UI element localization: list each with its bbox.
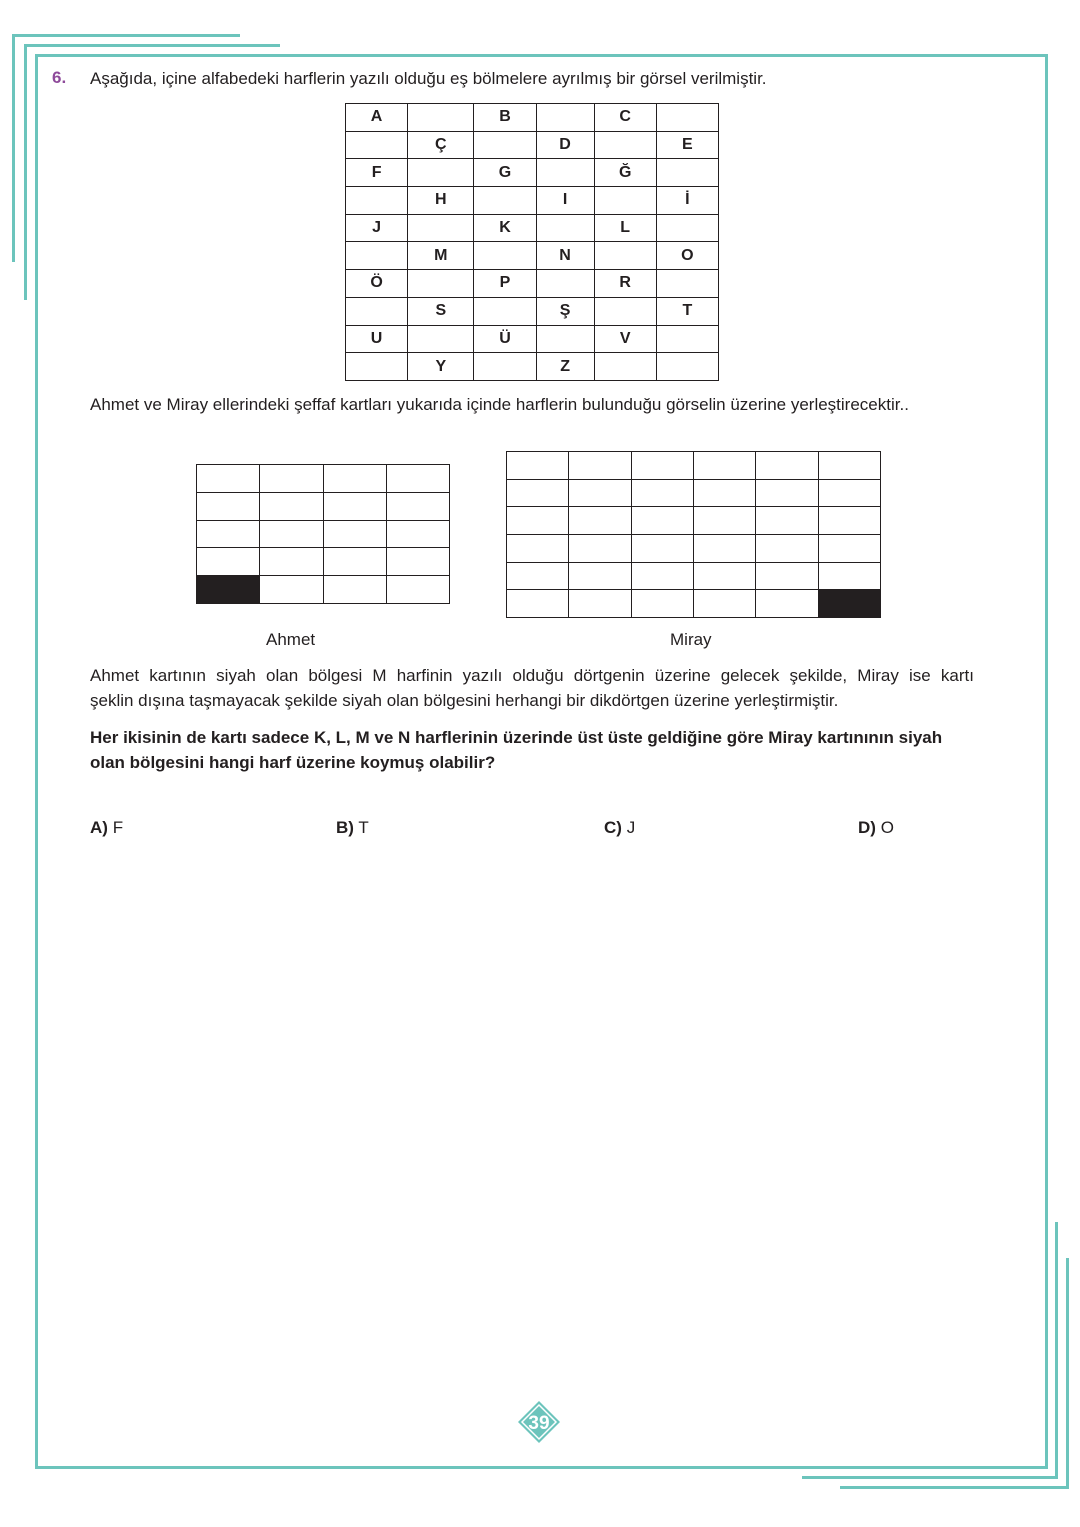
ahmet-card-row [197, 465, 450, 493]
miray-card-row [507, 590, 881, 618]
miray-card [506, 451, 881, 618]
miray-card-cell [631, 452, 693, 480]
miray-card-cell [507, 562, 569, 590]
frame-line [1066, 1258, 1069, 1488]
grid-cell: V [594, 325, 656, 353]
grid-cell [474, 297, 536, 325]
miray-card-cell [818, 507, 880, 535]
grid-cell [594, 187, 656, 215]
miray-card-cell [693, 507, 755, 535]
grid-cell: G [474, 159, 536, 187]
ahmet-card-cell [197, 492, 260, 520]
miray-card-cell [631, 590, 693, 618]
grid-cell: Ö [346, 270, 408, 298]
grid-cell: K [474, 214, 536, 242]
frame-line [12, 34, 15, 262]
grid-cell: J [346, 214, 408, 242]
option-b[interactable]: B) T [336, 818, 369, 837]
grid-cell: U [346, 325, 408, 353]
grid-cell: Ş [536, 297, 594, 325]
question-intro: Aşağıda, içine alfabedeki harflerin yazılı olduğu eş bölmelere ayrılmış bir görsel verilmiştir. [90, 69, 767, 88]
grid-cell [656, 353, 718, 381]
option-c[interactable]: C) J [604, 818, 636, 837]
grid-row [346, 325, 719, 353]
miray-card-cell [507, 507, 569, 535]
miray-card-cell [693, 534, 755, 562]
question-number: 6. [52, 68, 67, 87]
ahmet-card-row [197, 576, 450, 604]
grid-row [346, 353, 719, 381]
grid-cell: F [346, 159, 408, 187]
grid-row [346, 187, 719, 215]
miray-card-cell [631, 507, 693, 535]
grid-cell: P [474, 270, 536, 298]
grid-cell [408, 270, 474, 298]
ahmet-card-black-cell [197, 576, 260, 604]
miray-card-cell [569, 534, 631, 562]
miray-card-cell [507, 479, 569, 507]
grid-cell [346, 131, 408, 159]
grid-cell: I [536, 187, 594, 215]
miray-card-cell [818, 452, 880, 480]
miray-card-cell [569, 479, 631, 507]
ahmet-card-row [197, 548, 450, 576]
miray-card-cell [507, 534, 569, 562]
ahmet-card-cell [323, 576, 386, 604]
grid-cell [656, 325, 718, 353]
grid-cell [656, 104, 718, 132]
grid-row [346, 214, 719, 242]
grid-cell [408, 214, 474, 242]
miray-card-cell [569, 507, 631, 535]
grid-row [346, 104, 719, 132]
miray-card-cell [756, 507, 818, 535]
miray-card-row [507, 479, 881, 507]
ahmet-card-cell [386, 548, 449, 576]
miray-card-row [507, 534, 881, 562]
ahmet-card-cell [386, 520, 449, 548]
ahmet-card-cell [260, 576, 323, 604]
letter-grid [345, 103, 719, 381]
grid-cell [346, 353, 408, 381]
option-a[interactable]: A) F [90, 818, 124, 837]
grid-cell: Ğ [594, 159, 656, 187]
miray-card-cell [631, 534, 693, 562]
grid-row [346, 270, 719, 298]
frame-line [12, 34, 240, 37]
grid-row [346, 159, 719, 187]
grid-cell [594, 353, 656, 381]
grid-cell: E [656, 131, 718, 159]
grid-cell [536, 214, 594, 242]
grid-cell [346, 297, 408, 325]
miray-card-row [507, 452, 881, 480]
grid-cell [474, 131, 536, 159]
ahmet-card-cell [323, 492, 386, 520]
grid-cell [656, 159, 718, 187]
grid-cell: İ [656, 187, 718, 215]
ahmet-card-cell [386, 576, 449, 604]
page-number: 39 [528, 1413, 550, 1434]
miray-card-row [507, 562, 881, 590]
card-text: Ahmet ve Miray ellerindeki şeffaf kartları yukarıda içinde harflerin bulunduğu görselin üzerine yerleştirecektir.. [90, 395, 909, 414]
miray-card-cell [756, 534, 818, 562]
miray-card-black-cell [818, 590, 880, 618]
grid-cell [594, 297, 656, 325]
grid-cell: S [408, 297, 474, 325]
grid-row [346, 131, 719, 159]
question-prompt-line-2: olan bölgesini hangi harf üzerine koymuş olabilir? [90, 753, 496, 772]
grid-cell [536, 104, 594, 132]
miray-card-row [507, 507, 881, 535]
ahmet-card-cell [386, 492, 449, 520]
miray-card-cell [569, 590, 631, 618]
miray-card-cell [569, 452, 631, 480]
grid-cell [346, 187, 408, 215]
grid-cell: H [408, 187, 474, 215]
miray-card-cell [756, 590, 818, 618]
description-line-1: Ahmet kartının siyah olan bölgesi M harfinin yazılı olduğu dörtgenin üzerine gelecek şekilde, Miray ise kartı [90, 666, 974, 685]
grid-cell [408, 104, 474, 132]
ahmet-card-cell [260, 548, 323, 576]
grid-cell: Y [408, 353, 474, 381]
grid-cell: L [594, 214, 656, 242]
frame-line [24, 44, 27, 300]
ahmet-card-cell [260, 520, 323, 548]
ahmet-label: Ahmet [266, 630, 316, 649]
miray-card-cell [818, 479, 880, 507]
grid-cell [656, 214, 718, 242]
ahmet-card-cell [323, 465, 386, 493]
ahmet-card-cell [197, 465, 260, 493]
miray-card-cell [818, 562, 880, 590]
grid-cell: Ü [474, 325, 536, 353]
grid-cell: T [656, 297, 718, 325]
grid-cell: M [408, 242, 474, 270]
grid-row [346, 242, 719, 270]
miray-card-cell [693, 562, 755, 590]
frame-line [35, 54, 1048, 57]
grid-cell [536, 159, 594, 187]
grid-cell [408, 159, 474, 187]
grid-cell [656, 270, 718, 298]
ahmet-card-cell [197, 520, 260, 548]
miray-card-cell [693, 452, 755, 480]
ahmet-card-cell [260, 492, 323, 520]
miray-card-cell [569, 562, 631, 590]
grid-cell [474, 187, 536, 215]
frame-line [1045, 54, 1048, 1468]
grid-cell [474, 242, 536, 270]
miray-card-cell [756, 479, 818, 507]
grid-cell: D [536, 131, 594, 159]
page-number-badge [517, 1400, 561, 1444]
grid-cell [536, 270, 594, 298]
grid-cell: A [346, 104, 408, 132]
ahmet-card-row [197, 520, 450, 548]
option-d[interactable]: D) O [858, 818, 894, 837]
frame-line [24, 44, 280, 47]
grid-cell [474, 353, 536, 381]
grid-cell [408, 325, 474, 353]
grid-cell: Z [536, 353, 594, 381]
frame-line [802, 1476, 1058, 1479]
grid-cell: C [594, 104, 656, 132]
grid-cell: N [536, 242, 594, 270]
grid-cell: O [656, 242, 718, 270]
grid-cell: Ç [408, 131, 474, 159]
grid-cell: R [594, 270, 656, 298]
grid-cell [594, 242, 656, 270]
miray-card-cell [756, 452, 818, 480]
grid-cell [536, 325, 594, 353]
grid-row [346, 297, 719, 325]
ahmet-card-cell [323, 520, 386, 548]
ahmet-card-cell [197, 548, 260, 576]
ahmet-card-cell [260, 465, 323, 493]
ahmet-card-row [197, 492, 450, 520]
miray-card-cell [631, 562, 693, 590]
miray-card-cell [507, 452, 569, 480]
ahmet-card-cell [323, 548, 386, 576]
miray-label: Miray [670, 630, 712, 649]
frame-line [35, 54, 38, 1468]
miray-card-cell [818, 534, 880, 562]
frame-line [840, 1486, 1069, 1489]
question-prompt-line-1: Her ikisinin de kartı sadece K, L, M ve N harflerinin üzerinde üst üste geldiğine göre Miray kartınının siyah [90, 728, 943, 747]
frame-line [35, 1466, 1048, 1469]
ahmet-card-cell [386, 465, 449, 493]
description-line-2: şeklin dışına taşmayacak şekilde siyah olan bölgesini herhangi bir dikdörtgen üzerine yerleştirmiştir. [90, 691, 839, 710]
miray-card-cell [507, 590, 569, 618]
grid-cell [346, 242, 408, 270]
ahmet-card [196, 464, 450, 604]
grid-cell: B [474, 104, 536, 132]
miray-card-cell [756, 562, 818, 590]
miray-card-cell [693, 479, 755, 507]
miray-card-cell [631, 479, 693, 507]
grid-cell [594, 131, 656, 159]
frame-line [1055, 1222, 1058, 1478]
miray-card-cell [693, 590, 755, 618]
